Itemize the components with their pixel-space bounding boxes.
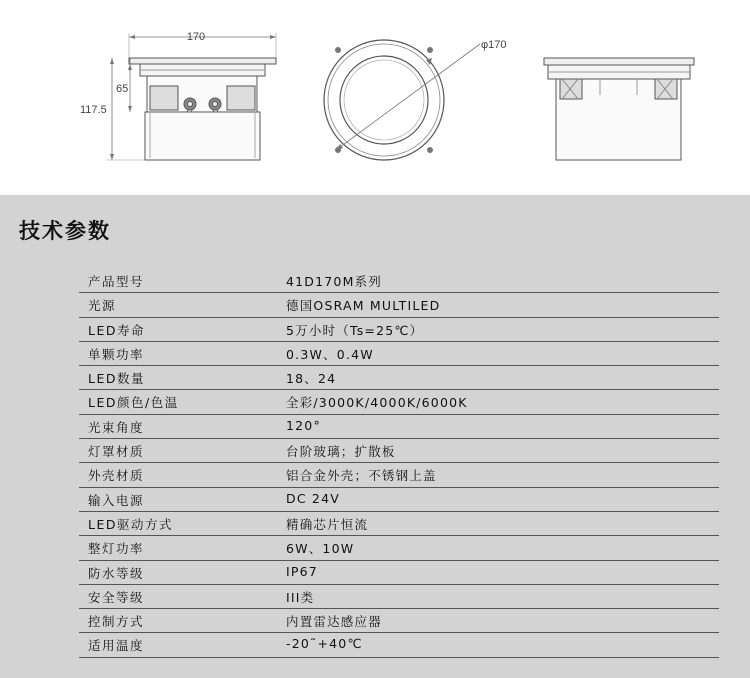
width-dimension-label: 170 xyxy=(186,31,206,43)
spec-label: 控制方式 xyxy=(88,614,145,630)
spec-row xyxy=(79,512,719,536)
spec-value: 41D170M系列 xyxy=(286,274,382,289)
spec-row xyxy=(79,463,719,487)
height-dimension-label-top: 65 xyxy=(116,83,129,95)
spec-row xyxy=(79,342,719,366)
spec-value: 0.3W、0.4W xyxy=(286,346,374,362)
spec-value: 内置雷达感应器 xyxy=(286,614,382,630)
spec-value: 5万小时（Ts=25℃） xyxy=(286,322,424,338)
spec-row xyxy=(79,366,719,390)
spec-value: -20˜+40℃ xyxy=(286,636,363,652)
spec-value: IP67 xyxy=(286,563,318,579)
spec-row xyxy=(79,390,719,414)
spec-row xyxy=(79,293,719,317)
spec-row xyxy=(79,585,719,609)
spec-label: 产品型号 xyxy=(88,274,145,289)
drawing-svg xyxy=(0,0,750,195)
spec-label: 灯罩材质 xyxy=(88,444,145,460)
spec-label: 整灯功率 xyxy=(88,541,145,557)
spec-table xyxy=(79,269,719,658)
front-view xyxy=(106,33,276,160)
spec-value: 全彩/3000K/4000K/6000K xyxy=(286,395,468,411)
technical-drawing xyxy=(0,0,750,195)
diameter-dimension-label: φ170 xyxy=(481,39,507,51)
spec-title: 技术参数 xyxy=(19,219,111,243)
spec-label: 单颗功率 xyxy=(88,346,145,362)
height-dimension-label-total: 117.5 xyxy=(80,104,107,116)
spec-label: LED寿命 xyxy=(88,322,145,338)
spec-value: 台阶玻璃；扩散板 xyxy=(286,444,396,460)
spec-row xyxy=(79,439,719,463)
spec-label: LED数量 xyxy=(88,371,145,387)
spec-value: 120° xyxy=(286,417,321,433)
spec-label: 光源 xyxy=(88,298,117,314)
spec-row xyxy=(79,536,719,560)
spec-row xyxy=(79,633,719,657)
spec-value: 6W、10W xyxy=(286,541,355,557)
spec-row xyxy=(79,561,719,585)
spec-row xyxy=(79,269,719,293)
spec-row xyxy=(79,609,719,633)
spec-label: LED颜色/色温 xyxy=(88,395,179,411)
spec-value: 精确芯片恒流 xyxy=(286,516,369,532)
spec-label: 防水等级 xyxy=(88,565,145,581)
side-view xyxy=(544,58,694,160)
spec-value: DC 24V xyxy=(286,490,340,506)
spec-label: 输入电源 xyxy=(88,492,145,508)
spec-value: III类 xyxy=(286,589,315,605)
spec-label: LED驱动方式 xyxy=(88,516,173,532)
spec-section xyxy=(0,195,750,678)
spec-label: 光束角度 xyxy=(88,419,145,435)
spec-label: 安全等级 xyxy=(88,589,145,605)
spec-row xyxy=(79,488,719,512)
spec-label: 外壳材质 xyxy=(88,468,145,484)
spec-value: 德国OSRAM MULTILED xyxy=(286,298,441,314)
spec-row xyxy=(79,415,719,439)
spec-value: 铝合金外壳；不锈钢上盖 xyxy=(286,468,437,484)
spec-row xyxy=(79,318,719,342)
spec-label: 适用温度 xyxy=(88,638,145,654)
spec-value: 18、24 xyxy=(286,371,337,387)
top-view xyxy=(324,40,480,160)
